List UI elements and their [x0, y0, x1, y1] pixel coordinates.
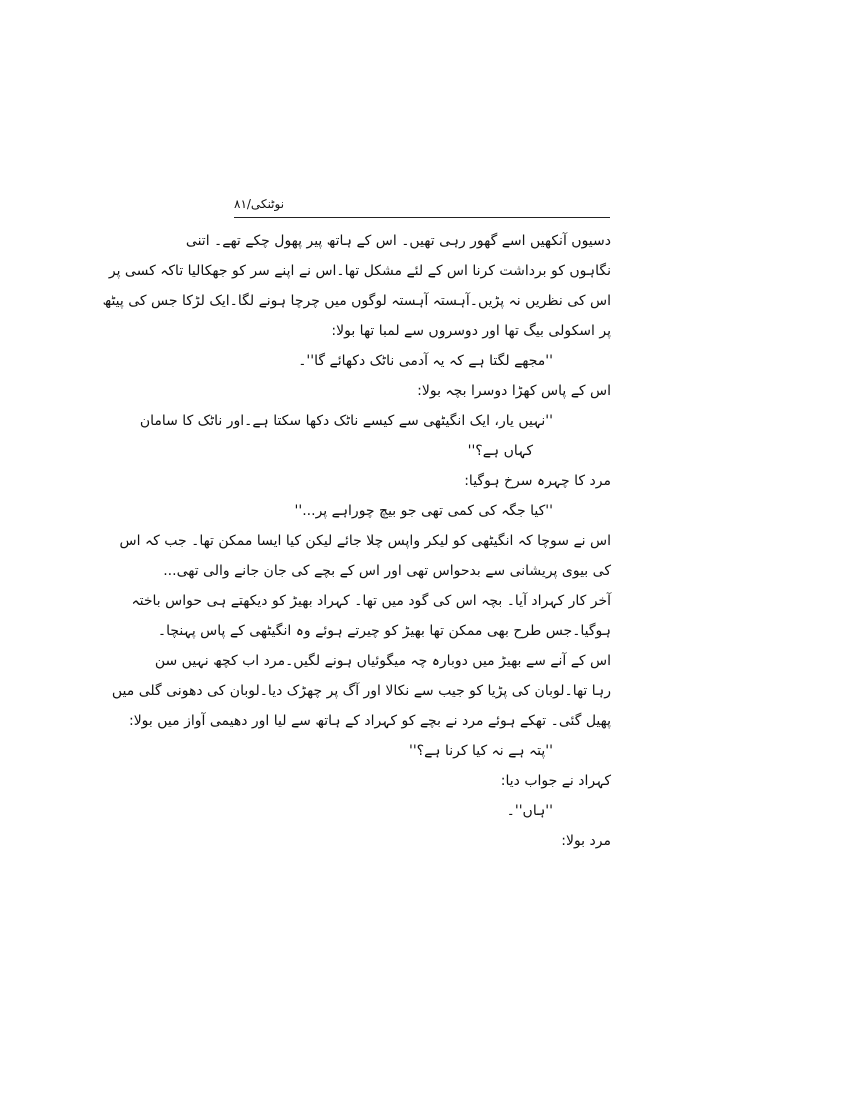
text-line: کی بیوی پریشانی سے بدحواس تھی اور اس کے بچے کی جان جانے والی تھی...: [163, 563, 611, 579]
page-header: [234, 196, 610, 216]
page-number: نوٹنکی/۸۱: [234, 197, 285, 211]
text-line: مرد بولا:: [561, 833, 611, 849]
text-line: ہوگیا۔جس طرح بھی ممکن تھا بھیڑ کو چیرتے ہوئے وہ انگیٹھی کے پاس پہنچا۔: [157, 623, 611, 639]
text-line: اس کے آنے سے بھیڑ میں دوبارہ چہ میگوئیاں ہونے لگیں۔مرد اب کچھ نہیں سن: [154, 653, 611, 669]
text-line: اس کے پاس کھڑا دوسرا بچہ بولا:: [417, 383, 611, 399]
text-line: پر اسکولی بیگ تھا اور دوسروں سے لمبا تھا بولا:: [331, 323, 611, 339]
story-text: [102, 226, 611, 856]
dialogue-line: کہاں ہے؟'': [467, 443, 533, 459]
text-line: مرد کا چہرہ سرخ ہوگیا:: [464, 473, 611, 489]
text-line: نگاہوں کو برداشت کرنا اس کے لئے مشکل تھا۔اس نے اپنے سر کو جھکالیا تاکہ کسی پر: [108, 263, 611, 279]
text-line: اس نے سوچا کہ انگیٹھی کو لیکر واپس چلا جائے لیکن کیا ایسا ممکن تھا۔ جب کہ اس: [119, 533, 611, 549]
text-line: پھیل گئی۔ تھکے ہوئے مرد نے بچے کو کہراد کے ہاتھ سے لیا اور دھیمی آواز میں بولا:: [128, 713, 611, 729]
text-line: اس کی نظریں نہ پڑیں۔آہستہ آہستہ لوگوں میں چرچا ہونے لگا۔ایک لڑکا جس کی پیٹھ: [102, 293, 611, 309]
text-line: دسیوں آنکھیں اسے گھور رہی تھیں۔ اس کے ہاتھ پیر پھول چکے تھے۔ اتنی: [185, 233, 611, 249]
dialogue-line: ''ہاں''۔: [506, 803, 553, 819]
header-divider: [234, 217, 610, 218]
text-line: کہراد نے جواب دیا:: [500, 773, 611, 789]
dialogue-line: ''مجھے لگتا ہے کہ یہ آدمی ناٹک دکھائے گا''۔: [298, 353, 553, 369]
dialogue-line: ''کیا جگہ کی کمی تھی جو بیچ چوراہے پر...'': [294, 503, 553, 519]
dialogue-line: ''پتہ ہے نہ کیا کرنا ہے؟'': [408, 743, 553, 759]
text-line: آخر کار کہراد آیا۔ بچہ اس کی گود میں تھا۔ کہراد بھیڑ کو دیکھتے ہی حواس باختہ: [131, 593, 611, 609]
text-line: رہا تھا۔لوبان کی پڑیا کو جیب سے نکالا اور آگ پر چھڑک دیا۔لوبان کی دھونی گلی میں: [111, 683, 611, 699]
dialogue-line: ''نہیں یار، ایک انگیٹھی سے کیسے ناٹک دکھا سکتا ہے۔اور ناٹک کا سامان: [139, 413, 553, 429]
